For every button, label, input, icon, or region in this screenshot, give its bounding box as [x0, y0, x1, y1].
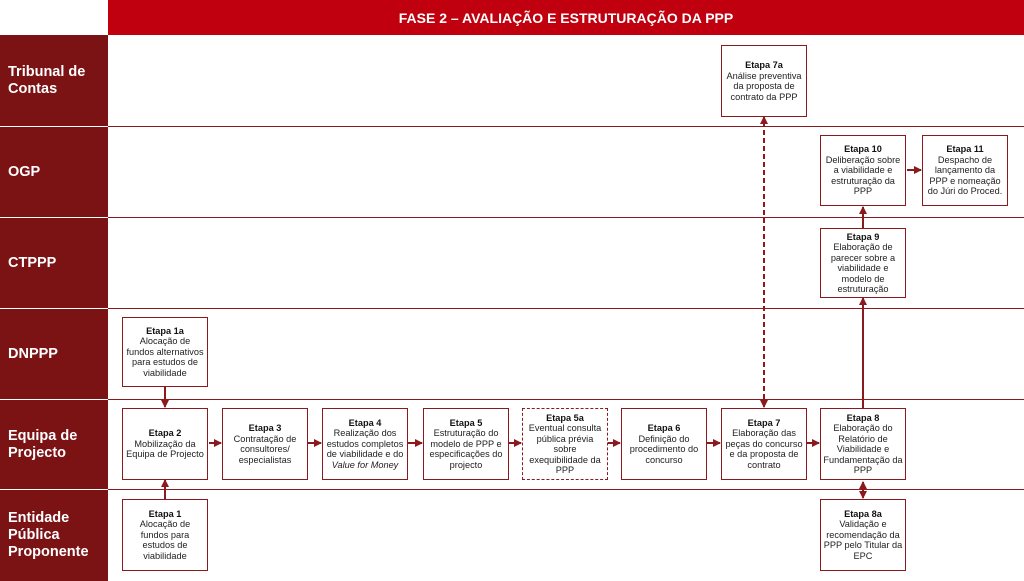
step-1 [122, 499, 208, 571]
lane-label: Tribunal de Contas [8, 63, 86, 97]
step-description: Contratação de consultores/ especialistas [233, 433, 297, 465]
step-3 [222, 408, 308, 480]
step-title: Etapa 1 [148, 508, 182, 519]
step-description: Elaboração das peças do concurso e da proposta de contrato [725, 428, 803, 470]
step-4 [322, 408, 408, 480]
step-title: Etapa 9 [846, 231, 880, 242]
step-title: Etapa 4 [348, 417, 382, 428]
step-title: Etapa 5a [546, 412, 584, 423]
step-10 [820, 135, 906, 206]
step-2 [122, 408, 208, 480]
step-title: Etapa 5 [449, 417, 483, 428]
step-description: Elaboração de parecer sobre a viabilidade e modelo de estruturação [830, 242, 896, 294]
step-description: Mobilização da Equipa de Projecto [126, 438, 204, 460]
step-title: Etapa 3 [248, 423, 282, 433]
step-description: Análise preventiva da proposta de contrato da PPP [726, 70, 802, 102]
step-description: Eventual consulta pública prévia sobre exequibilidade da PPP [528, 423, 602, 475]
step-description: Alocação de fundos para estudos de viabilidade [139, 519, 191, 561]
phase-title: FASE 2 – AVALIAÇÃO E ESTRUTURAÇÃO DA PPP [108, 0, 1024, 35]
step-title: Etapa 6 [647, 423, 681, 433]
lane-label: CTPPP [8, 254, 57, 271]
step-title: Etapa 10 [844, 144, 882, 155]
step-7 [721, 408, 807, 480]
step-description: Realização dos estudos completos de viabilidade e do [326, 428, 404, 460]
step-8a [820, 499, 906, 571]
step-8 [820, 408, 906, 480]
step-title: Etapa 8a [844, 508, 882, 519]
step-9 [820, 228, 906, 298]
lane-label: OGP [8, 163, 41, 180]
lane-label: DNPPP [8, 345, 58, 362]
step-description: Elaboração do Relatório de Viabilidade e Fundamentação da PPP [823, 423, 903, 475]
step-6 [621, 408, 707, 480]
step-7a [721, 45, 807, 117]
step-5 [423, 408, 509, 480]
step-title: Etapa 7 [747, 417, 781, 428]
step-title: Etapa 8 [846, 412, 880, 423]
step-5a [522, 408, 608, 480]
step-description: Alocação de fundos alternativos para estudos de viabilidade [126, 336, 204, 378]
step-title: Etapa 1a [146, 325, 184, 336]
lane-label: Entidade Pública Proponente [8, 510, 89, 560]
step-description-italic: Value for Money [331, 459, 399, 470]
step-title: Etapa 2 [148, 428, 182, 439]
step-title: Etapa 7a [745, 60, 783, 70]
step-title: Etapa 11 [946, 144, 984, 155]
step-description: Despacho de lançamento da PPP e nomeação do Júri do Proced. [927, 154, 1003, 197]
step-description: Definição do procedimento do concurso [629, 433, 699, 465]
step-description: Estruturação do modelo de PPP e especificações do projecto [429, 428, 503, 470]
step-description: Deliberação sobre a viabilidade e estruturação da PPP [825, 154, 901, 197]
step-description: Validação e recomendação da PPP pelo Titular da EPC [823, 519, 903, 561]
step-1a [122, 317, 208, 387]
lane-label: Equipa de Projecto [8, 427, 78, 461]
step-11 [922, 135, 1008, 206]
